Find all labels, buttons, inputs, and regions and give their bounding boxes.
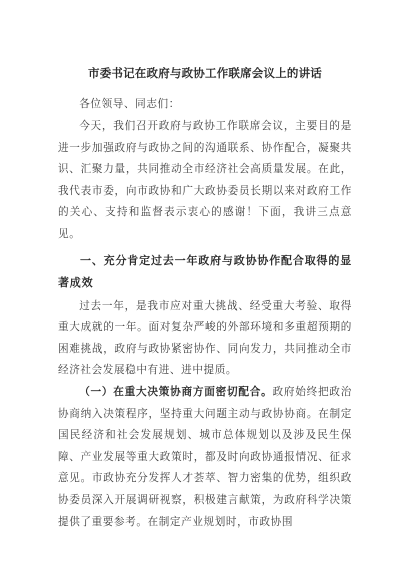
section-heading-1: 一、充分肯定过去一年政府与政协协作配合取得的显著成效 [58, 253, 352, 289]
document-title: 市委书记在政府与政协工作联席会议上的讲话 [88, 66, 322, 80]
salutation: 各位领导、同志们： [79, 98, 180, 110]
paragraph-consultation-text: 政府始终把政治协商纳入决策程序，坚持重大问题主动与政协协商。在制定国民经济和社会发展规划、城市总体规划以及涉及民生保障、产业发展等重大政策时，都及时向政协通报情况、征求意见。市政协充分发挥人才荟萃、智力密集的优势，组织政协委员深入开展调研视察，积极建言献策，为政府科学决策提供了重要参考。在制定产业规划时，市政协围 [58, 385, 353, 528]
paragraph-achievements: 过去一年，是我市应对重大挑战、经受重大考验、取得重大成就的一年。面对复杂严峻的外部环境和多重超预期的困难挑战，政府与政协紧密协作、同向发力，共同推动全市经济社会发展稳中有进、进中提质。 [58, 299, 352, 377]
document-page [58, 62, 352, 533]
paragraph-intro: 今天，我们召开政府与政协工作联席会议，主要目的是进一步加强政府与政协之间的沟通联系、协作配合，凝聚共识、汇聚力量，共同推动全市经济社会高质量发展。在此，我代表市委，向市政协和广大政协委员长期以来对政府工作的关心、支持和监督表示衷心的感谢！下面，我讲三点意见。 [58, 120, 352, 240]
spacer [58, 246, 352, 248]
paragraph-consultation [58, 382, 352, 533]
subsection-heading-1: （一）在重大决策协商方面密切配合。 [79, 385, 273, 398]
